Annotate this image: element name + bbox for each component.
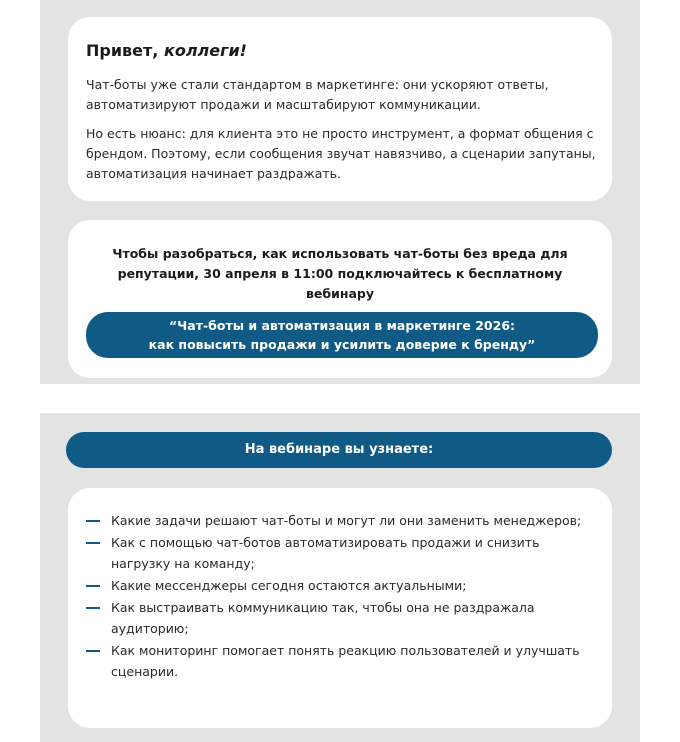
list-item-text: Какие задачи решают чат-боты и могут ли они заменить менеджеров; [111, 513, 582, 528]
dash-bullet-icon [86, 520, 100, 522]
greeting-card [68, 17, 612, 201]
invite-text: Чтобы разобраться, как использовать чат-боты без вреда для репутации, 30 апреля в 11:00 подключайтесь к бесплатному вебинару [112, 246, 568, 301]
greeting-title [86, 41, 247, 60]
webinar-title-line-2: как повысить продажи и усилить доверие к бренду” [148, 337, 536, 352]
list-item [86, 597, 598, 639]
list-item-text: Как выстраивать коммуникацию так, чтобы она не раздражала аудиторию; [111, 600, 535, 636]
list-item-text: Как с помощью чат-ботов автоматизировать продажи и снизить нагрузку на команду; [111, 535, 540, 571]
webinar-title-line-1: “Чат-боты и автоматизация в маркетинге 2026: [168, 318, 516, 333]
learn-panel [40, 413, 640, 742]
dash-bullet-icon [86, 650, 100, 652]
dash-bullet-icon [86, 585, 100, 587]
list-item-text: Как мониторинг помогает понять реакцию пользователей и улучшать сценарии. [111, 643, 580, 679]
list-item-text: Какие мессенджеры сегодня остаются актуальными; [111, 578, 467, 593]
learn-list [86, 510, 598, 683]
dash-bullet-icon [86, 542, 100, 544]
list-item [86, 532, 598, 574]
intro-paragraph-1: Чат-боты уже стали стандартом в маркетинге: они ускоряют ответы, автоматизируют продажи и масштабируют коммуникации. [86, 77, 549, 112]
list-item [86, 510, 598, 531]
learn-list-card [68, 488, 612, 728]
intro-paragraph-2: Но есть нюанс: для клиента это не просто инструмент, а формат общения с брендом. Поэтому, если сообщения звучат навязчиво, а сценарии запутаны, автоматизация начинает раздражать. [86, 126, 596, 181]
intro-panel [40, 0, 640, 384]
dash-bullet-icon [86, 607, 100, 609]
learn-heading-banner [66, 432, 612, 468]
list-item [86, 575, 598, 596]
greeting-title-plain: Привет, [86, 41, 159, 60]
greeting-title-emphasis: коллеги! [163, 41, 247, 60]
invite-card [68, 220, 612, 378]
learn-heading: На вебинаре вы узнаете: [244, 442, 434, 457]
list-item [86, 640, 598, 682]
webinar-title-banner[interactable] [86, 312, 598, 358]
